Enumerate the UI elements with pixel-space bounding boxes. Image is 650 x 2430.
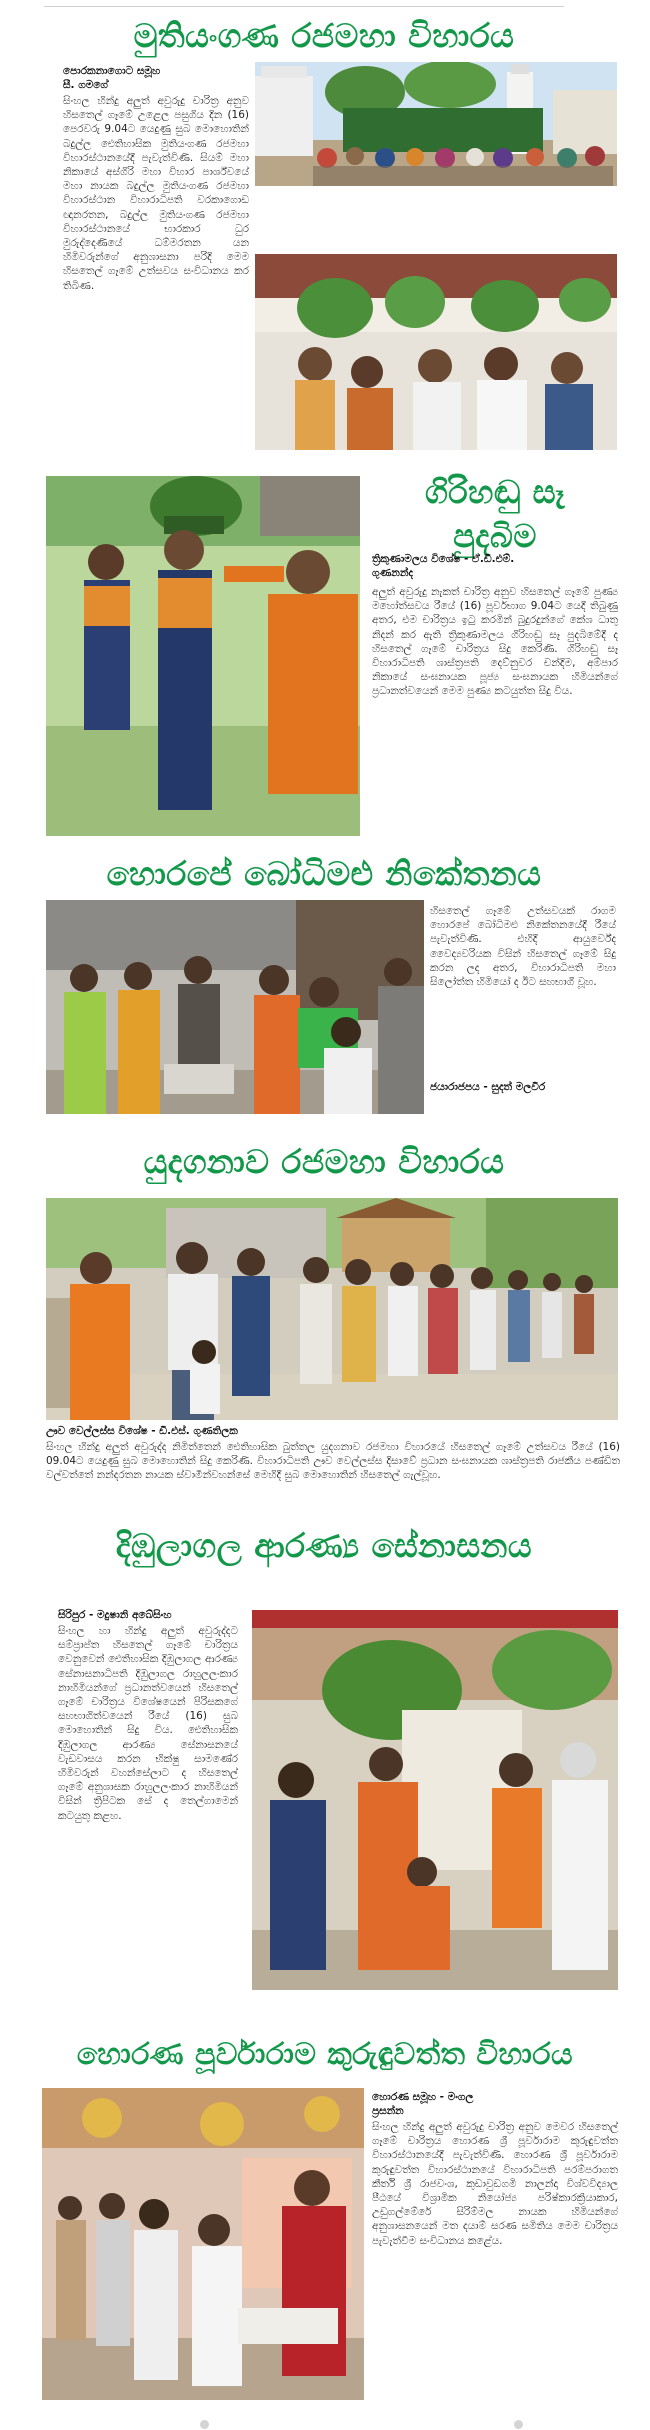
headline-giribadu: ගිරිහඬු සෑ පුදබිම <box>424 473 566 555</box>
body-dimbulagala: සිංහල හා හින්දු අලුත් අවුරුද්දට සම්ප්‍රාප්ත හිසතෙල් ගෑමේ චාරිත්‍රය වෙනුවෙන් ඓතිහාසික දිඹුලාගල ආරණ්‍ය සේනාසනාධිපති දිඹුලාගල රාහුලලංකාර නාහිමියන්ගේ ප්‍රධානත්වයෙන් හිසතෙල් ගෑමේ චාරිත්‍රය විශේෂයෙන් පිරිසකගේ සහභාගිත්වයෙන් රීයේ (16) සුබ මොහොතින් සිදු විය. ඓතිහාසික දිඹුලාගල ආරණ්‍ය සේනාසනයේ වැඩවාසය කරන භික්ෂු සාමණේර හිමිවරුන් වහන්සේලාට ද හිසතෙල් ගෑමේ අනුශාසක රාහුලලංකාර නාහිමියන් විසින් ත්‍රිපිටක සේ ද තෙල්ගාමෙන් කටයුතු කළහ. <box>58 1625 238 1822</box>
pager-dot-left <box>200 2420 209 2429</box>
byline-giribadu: ත්‍රිකුණාමලය විශේෂ - ඒ.ඩී.එම්. ගුණනන්ද <box>372 553 515 579</box>
headline-horape: හොරපේ බෝධිමළු නිකේතනය <box>106 854 542 893</box>
body-muthiyanganaya: සිංහල හින්දු අලුත් අවුරුදු චාරිත්‍ර අනුව හිසතෙල් ගෑමේ උළෙල පසුගිය දින (16) පෙරවරු 9.04ට යෙදුණු සුබ මොහොතින් බදුල්ල ඓතිහාසික මුතියංගණ රජමහා විහාරස්ථානයේදී පැවැත්විණි. සියම් මහා නිකායේ අස්ගිරි මහා විහාර පාර්ශ්වයේ මහා නායක බදුල්ල මුතියංගණ රජමහා විහාරස්ථාන විහාරාධිපති වරකාගොඩ ඥානරතන, බදුල්ල මුතියංගණ රජමහා විහාරස්ථානයේ භාරකාර ධුර මුරුද්දෙණියේ ධම්මරතන යන හිමිවරුන්ගේ අනුශාසනා පරිදි මෙම හිසතෙල් ගෑමේ උත්සවය සංවිධානය කර තිබිණ. <box>63 95 249 292</box>
headline-dimbulagala: දිඹුලාගල ආරණ්‍ය සේනාසනය <box>115 1526 533 1565</box>
photo-dimbulagala <box>252 1610 618 1990</box>
photo-horana <box>42 2088 364 2400</box>
pager-dot-right <box>514 2420 523 2429</box>
body-horape: හිසතෙල් ගෑමේ උත්සවයක් රාගම හොරපේ බෝධිමළු නිකේතනයේදී රීයේ පැවැත්විණි. එහිදී ආයුර්වේද වෛද්‍යවරියක විසින් හිසතෙල් ගෑමේ සිදු කරන ලද අතර, විහාරාධිපති මහා සිලෝත්ත හිමියෝ ද ඊට සහභාගී වූහ. <box>430 905 616 989</box>
top-rule <box>44 6 564 7</box>
body-horana: සිංහල හින්දු අලුත් අවුරුදු චාරිත්‍ර අනුව මෙවර හිසතෙල් ගෑමේ චාරිත්‍රය හොරණ ශ්‍රී පූර්වාරාම කුරුඳුවත්ත විහාරස්ථානයේදී පැවැත්විණි. හොරණ ශ්‍රී පූර්වාරාම කුරුඳුවත්ත විහාරස්ථානයේ විහාරාධිපති පරම්පරාගත කීර්ති ශ්‍රී රාජවංශ, කුඩාවුඩගමි නාලන්දා විශ්වවිද්‍යාල පීඨයේ විශ්‍රාමික නියෝජ්‍ය පරිෂ්කාරක්‍රියාකාර, උඩුගල්මේරේ සිරිම්මල නායක හිමියන්ගේ අනුශාසනයෙන් මත දයාම් සරණ සමිතිය මෙම චාරිත්‍රය පැවැත්වීම සංවිධානය කළේය. <box>372 2121 618 2247</box>
byline-horana: හොරණ සමූහ - මංගල ප්‍රසන්න <box>372 2091 474 2117</box>
photo-yudaganawa <box>46 1198 618 1420</box>
byline-dimbulagala: සිරිපුර - මදුෂානි අබේසිංහ <box>58 1609 172 1621</box>
headline-muthiyanganaya: මුතියංගණ රජමහා විහාරය <box>133 16 515 55</box>
headline-yudaganawa: යුදගනාව රජමහා විහාරය <box>143 1142 505 1181</box>
byline-yudaganawa: ඌව වෙල්ලස්ස විශේෂ - ඩී.එස්. ගුණතිලක <box>46 1425 238 1437</box>
body-yudaganawa: සිංහල හින්දු අලුත් අවුරුද්ද නිමිත්තෙන් ඓතිහාසික බුත්තල යුදගනාව රජමහා විහාරයේ හිසතෙල් ගෑමේ උත්සවය රීයේ (16) 09.04ට යෙදුණු සුබ මොහොතින් සිදු කෙරිණි. විහාරාධිපති ඌව වෙල්ලස්ස දිසාවේ ප්‍රධාන සංඝනායක ශාස්ත්‍රපති රාජකීය පණ්ඩිත වල්වත්තේ නන්දරතන නායක ස්වාමීන්වහන්සේ මෙහිදී සුබ මොහොතින් හිසතෙල් ගැල්වූහ. <box>46 1441 620 1482</box>
photo-horape <box>46 900 424 1114</box>
byline-horape: ජයාරාජපය - සුදත් මලවීර <box>430 1081 546 1093</box>
photo-muthiyanganaya-anointing <box>255 254 617 450</box>
byline-muthiyanganaya: පොරකනාගොට සමූහ සී. ගමගේ <box>63 65 161 91</box>
body-giribadu: අලුත් අවුරුදු නැකත් චාරිත්‍ර අනුව හිසතෙල් ගෑමේ පුණ්‍ය මහෝත්සවය රීයේ (16) පූර්වභාග 9.04ට යෙදී තිබුණු අතර, එම චාරිත්‍රය ඉටු කරමින් බුදුරදුන්ගේ කේශ ධාතු නිදන් කර ඇති ත්‍රිකුණාමලය ගිරිහඬු සෑ පුදබිමේදී ද හිසතෙල් ගෑමේ චාරිත්‍රය සිදු කෙරිණි. ගිරිහඬු සෑ විහාරාධිපති ශාස්ත්‍රපති දෙව්නුවර චන්දිම, අම්පාර නිකායේ සංඝනායක පූජ්‍ය සංඝනායක හිමියන්ගේ ප්‍රධානත්වයෙන් මෙම පුණ්‍ය කටයුත්ත සිදු විය. <box>372 586 618 698</box>
headline-horana: හොරණ පූර්වාරාම කුරුඳුවත්ත විහාරය <box>76 2037 574 2072</box>
photo-giribadu <box>46 476 360 836</box>
photo-muthiyanganaya-procession <box>255 62 617 186</box>
